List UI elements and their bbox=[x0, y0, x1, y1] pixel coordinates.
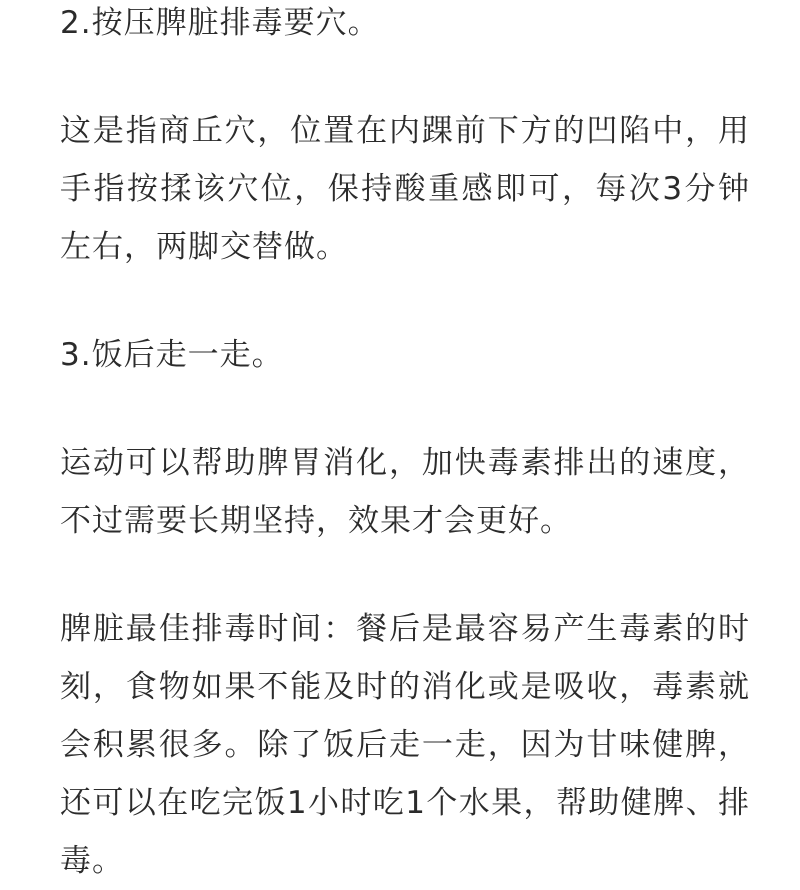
article-body bbox=[60, 0, 750, 890]
section-heading-walk: 3.饭后走一走。 bbox=[60, 337, 284, 373]
paragraph-exercise: 运动可以帮助脾胃消化，加快毒素排出的速度，不过需要长期坚持，效果才会更好。 bbox=[60, 445, 750, 539]
paragraph-acupoint-instructions: 这是指商丘穴，位置在内踝前下方的凹陷中，用手指按揉该穴位，保持酸重感即可，每次3分钟左右，两脚交替做。 bbox=[60, 113, 750, 265]
paragraph-best-detox-time: 脾脏最佳排毒时间：餐后是最容易产生毒素的时刻，食物如果不能及时的消化或是吸收，毒素就会积累很多。除了饭后走一走，因为甘味健脾，还可以在吃完饭1小时吃1个水果，帮助健脾、排毒。 bbox=[60, 611, 750, 879]
section-heading-acupoint: 2.按压脾脏排毒要穴。 bbox=[60, 5, 380, 41]
